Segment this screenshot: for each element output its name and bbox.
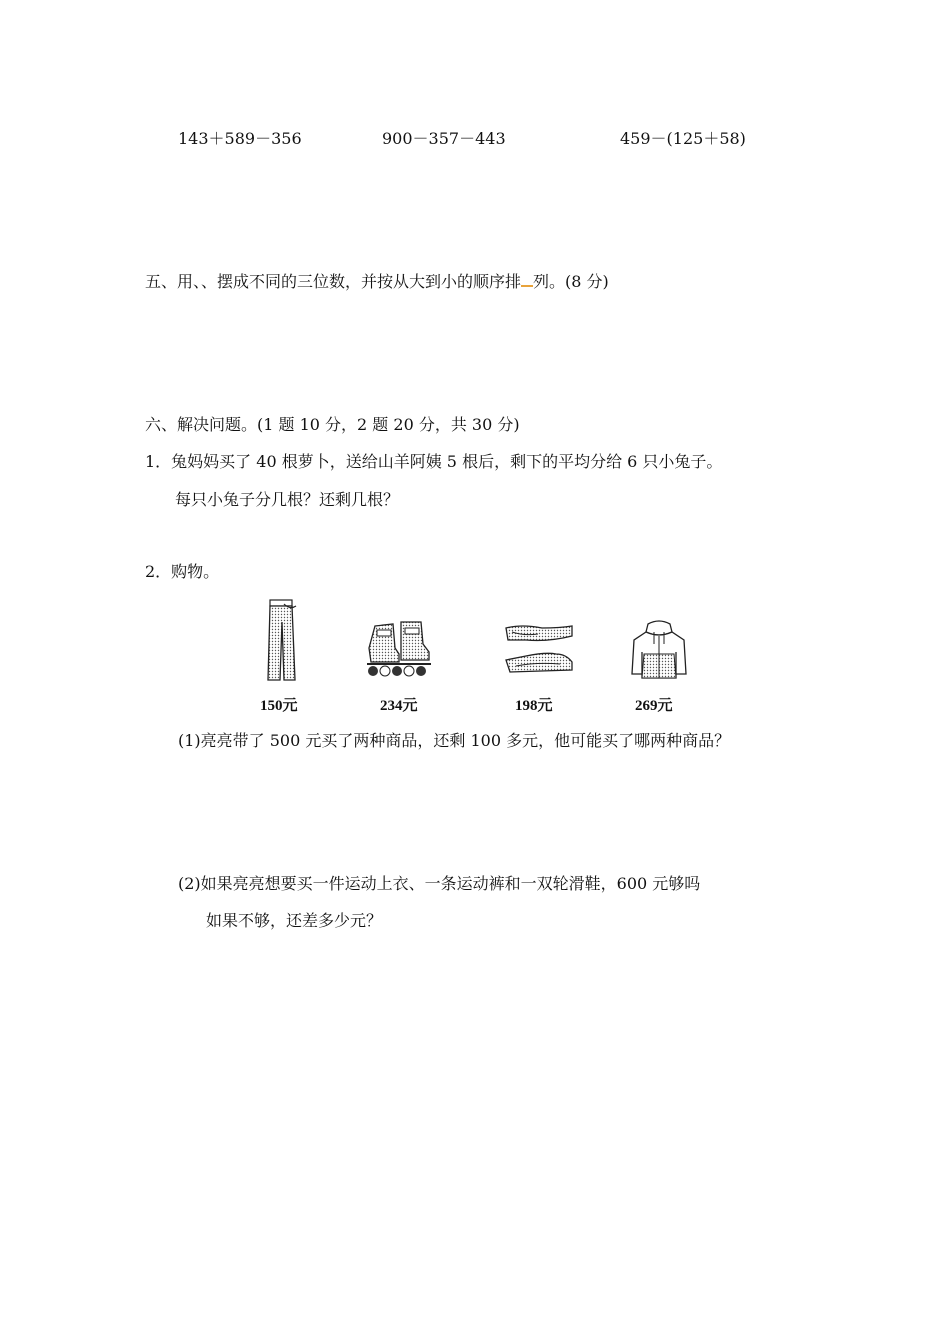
sub-question-2-line-2: 如果不够，还差多少元？ — [206, 911, 383, 930]
expression-2: 900－357－443 — [382, 129, 506, 148]
price-jacket: 269元 — [635, 698, 673, 714]
expression-3: 459－(125＋58) — [620, 129, 746, 148]
section-5-question — [145, 272, 609, 292]
section-5-text-after: 列。(8 分) — [533, 272, 609, 291]
price-pants: 150元 — [260, 698, 298, 714]
section-6-title: 六、解决问题。(1 题 10 分，2 题 20 分，共 30 分) — [145, 415, 520, 434]
roller-skates-icon — [363, 618, 435, 680]
sub-question-2-line-1: (2)如果亮亮想要买一件运动上衣、一条运动裤和一双轮滑鞋，600 元够吗 — [178, 874, 701, 893]
question-1-line-1: 1．兔妈妈买了 40 根萝卜，送给山羊阿姨 5 根后，剩下的平均分给 6 只小兔子。 — [145, 452, 723, 471]
answer-blank — [521, 273, 533, 287]
question-1-line-2: 每只小兔子分几根？还剩几根？ — [175, 490, 400, 509]
jacket-icon — [628, 618, 690, 680]
price-roller-skates: 234元 — [380, 698, 418, 714]
sub-question-1: (1)亮亮带了 500 元买了两种商品，还剩 100 多元，他可能买了哪两种商品？ — [178, 731, 731, 750]
expression-1: 143＋589－356 — [178, 129, 302, 148]
question-2-title: 2．购物。 — [145, 562, 220, 581]
sneakers-icon — [502, 620, 576, 678]
pants-icon — [262, 598, 302, 684]
price-sneakers: 198元 — [515, 698, 553, 714]
section-5-text-before: 五、用、、摆成不同的三位数，并按从大到小的顺序排 — [145, 272, 522, 291]
